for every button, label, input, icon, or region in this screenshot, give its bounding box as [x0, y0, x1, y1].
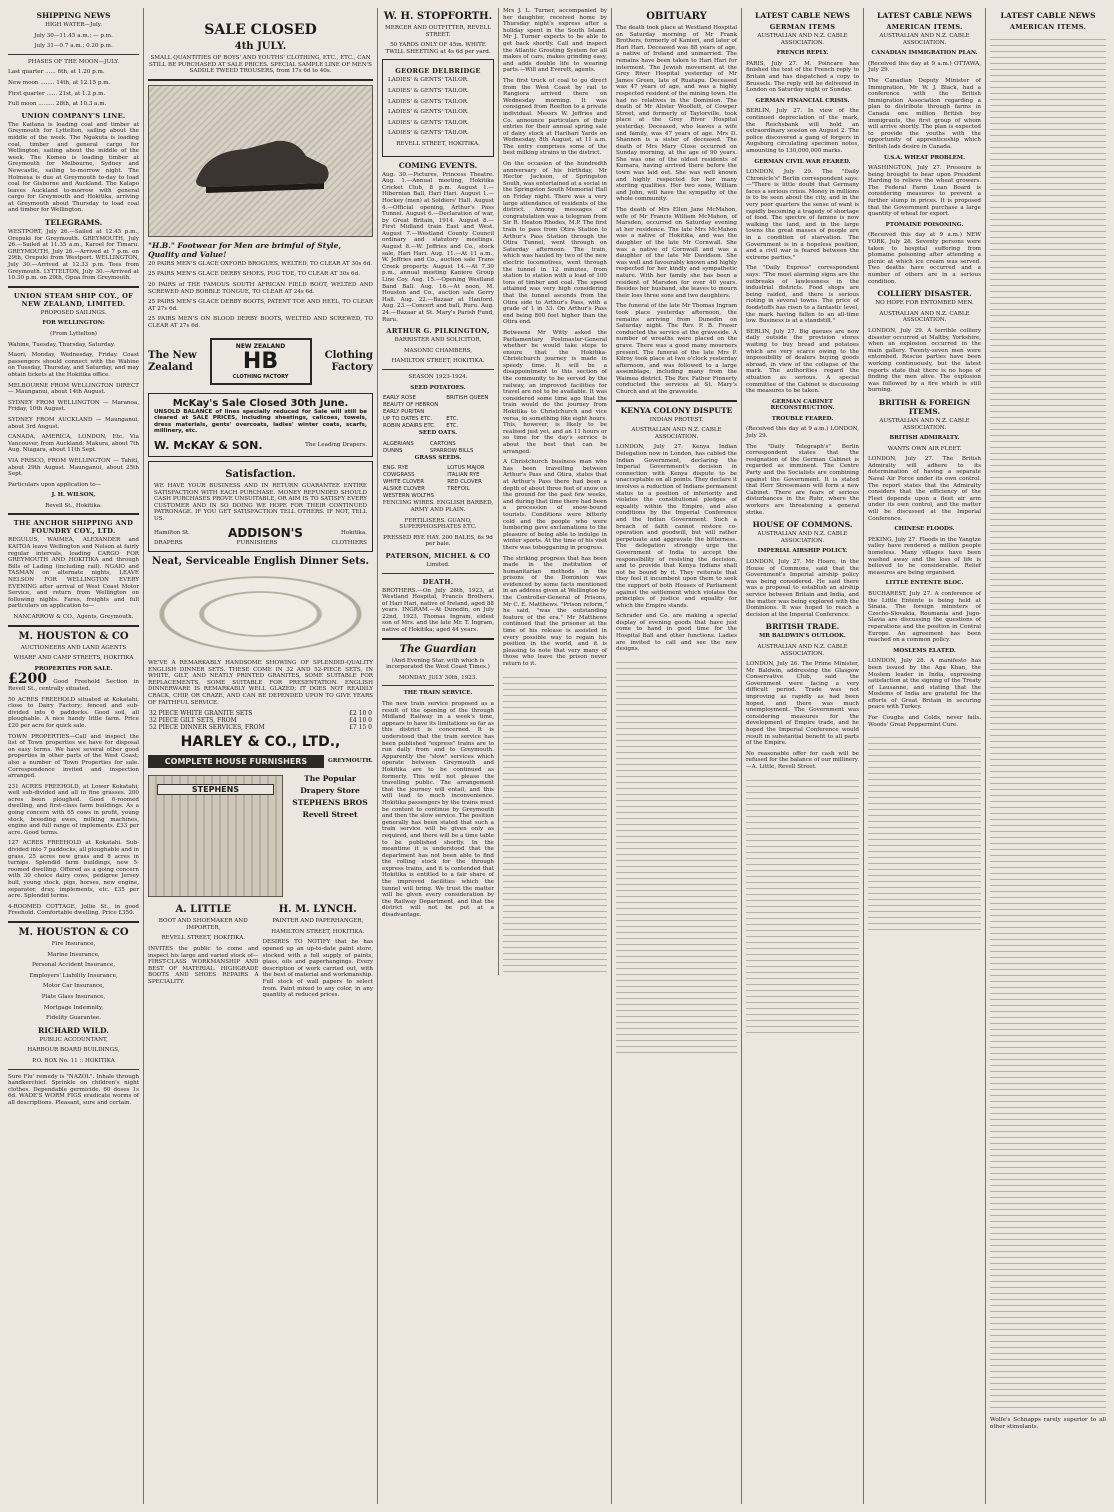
kenya-heading: KENYA COLONY DISPUTE: [620, 405, 733, 415]
text-lines: [503, 672, 607, 972]
property-127: 127 ACRES FREEHOLD at Kokatahi. Sub-divided into 7 paddocks, all ploughable and in grass. 25 acres new grass and 8 acres in turnips. Splendid farm buildings, new 5-roomed dwelling. Offered as a going concern with 30 choice dairy cows, pedigree Jersey bull, young stock, pigs, horses, new engine, separator, dray, implements, etc. £35 per acre. Splendid terms.: [8, 840, 139, 900]
sale-closed-heading: SALE CLOSED: [204, 22, 317, 38]
little-body: INVITES the public to come and inspect his large and varied stock of— FIRST-CLASS WORKMANSHIP AND BEST OF MATERIAL. HIGHGRADE BOOTS AND SHOES REPAIRS A SPECIALITY.: [148, 946, 259, 985]
cabinet-title: GERMAN CABINET RECONSTRUCTION.: [770, 398, 835, 412]
sale-date: 4th JULY.: [234, 41, 287, 52]
local-news: The first truck of coal to go direct from the West Coast by rail to Rangiora arrived there on Wednesday morning. It was consigned from Reefton to a private individual. Messrs W. Jeffries and Co. announce particulars of their entries for their annual spring sale of dairy stock at Harihari Yards on Wednesday, 8th August, at 11 a.m. The entry comprises some of the best milking strains in the district.: [503, 77, 607, 157]
moon-heading: PHASES OF THE MOON—JULY.: [27, 58, 120, 65]
divider: [8, 625, 139, 627]
table-row: [148, 724, 373, 731]
addison-trade: DRAPERS: [154, 540, 183, 547]
local-news: On the occasion of the hundredth anniversary of his birthday, Mr Hector Jackson, of Springston South, was entertained at a social in the Springston South Memorial Hall on Friday night. There was a very large attendance of residents of the district. Among messages of congratulation was a telegram from Sir R. Heaton Rhodes, M.P. The first train to pass from Otira Station to Arthur's Pass Station through the Otira Tunnel, went through on Saturday afternoon. The train, which was hauled by two of the new electric locomotives, went through the tunnel in 12 minutes, from station to station with a load of 100 tons of timber and coal. The speed attained was very high considering that the tunnel ascends from the Otira side to Arthur's Pass, with a grade of 1 in 33. On Arthur's Pass end being 800 feet higher than the Otira end.: [503, 161, 607, 326]
dinner-price: £7 15 0: [349, 724, 372, 732]
satisfaction-body: WE HAVE YOUR BUSINESS AND IN RETURN GUARANTEE ENTIRE SATISFACTION WITH EACH PURCHASE. MONEY REFUNDED SHOULD CASH PURCHASES PROVE UNSUITABLE, OR AIM IS TO SATISFY EVERY CUSTOMER AND IN SO DOING WE HOPE FOR THEIR CONTINUED PATRONAGE. IF YOU GET SATISFACTION TELL OTHERS. IF NOT, TELL US.: [154, 482, 367, 522]
dinner-price-table: [148, 710, 373, 731]
stephens-store: Drapery Store: [300, 786, 360, 796]
potato-variety: ETC.: [446, 423, 459, 430]
union-heading: UNION COMPANY'S LINE.: [21, 111, 126, 120]
stopforth-name: W. H. STOPFORTH.: [383, 11, 493, 22]
oat-variety: CARTONS: [429, 440, 456, 447]
obituary-body: The funeral of the late Mr Thomas Ingram took place yesterday afternoon, the remains arriving from Dunedin on Saturday night. The Rev. P. B. Fraser conducted the service at the graveside. A number of wreaths were placed on the grave. There was a good many mourners present. The funeral of the late Mrs P. Kilroy took place at two o'clock yesterday afternoon, and was followed to a large assemblage, including many from the Waimea district. The Rev. Father Finnerty conducted the services at St. Mary's Church and at the graveside.: [616, 303, 737, 396]
satisfaction-title: Satisfaction.: [225, 468, 296, 480]
uss-heading: UNION STEAM SHIP COY., OF NEW ZEALAND, LIMITED.: [13, 291, 134, 308]
text-lines: [990, 34, 1106, 1414]
ptomaine-body: (Received this day at 9 a.m.) NEW YORK, July 28. Seventy persons were taken to hospital suffering from ptomaine poisoning after attending a picnic at which ice cream was served. Two deaths have occurred and a number of others are in a serious condition.: [868, 232, 981, 285]
lynch-body: DESIRES TO NOTIFY that he has opened up an up-to-date paint store, stocked with a full supply of paints, glass, oils and paperhangings. Every description of work carried out, with the best of material and workmanship. Full stock of wall papers to select from. Paint mixed to any color, in any quantity at reduced prices.: [262, 939, 373, 999]
baldwin-assoc: AUSTRALIAN AND N.Z. CABLE ASSOCIATION.: [757, 643, 848, 657]
cable-heading: LATEST CABLE NEWS: [877, 11, 972, 20]
route-line: CANADA, AMERICA, LONDON, Etc. Via Vancouver, from Auckland: Makura, about 7th Aug. Niagara, about 11th Sept.: [8, 434, 139, 454]
chinese-title: CHINESE FLOODS.: [894, 526, 955, 533]
grass-variety: WHITE CLOVER: [383, 479, 424, 486]
commons-assoc: AUSTRALIAN AND N.Z. CABLE ASSOCIATION.: [757, 531, 848, 544]
delbridge-addr: REVELL STREET, HOKITIKA.: [396, 140, 480, 147]
stephens-popular: The Popular: [304, 774, 356, 784]
death-body: BROTHERS.—On July 26th, 1923, at Westland Hospital, Francis Brothers, of Hari Hari, native of Ireland, aged 88 years. INGRAM.—At Dunedin, on July 22nd, 1923, Thomas Ingram, eldest son of Mrs. and the late Mr. T. Ingram, native of Hokitika; aged 44 years.: [382, 587, 494, 634]
hb-logo: [210, 338, 312, 385]
potato-variety: UP TO DATES ETC.: [383, 416, 433, 423]
moon-line: Last quarter ...... 6th, at 1.20 p.m.: [8, 69, 105, 76]
delbridge-name: GEORGE DELBRIDGE: [395, 67, 481, 76]
dinner-item: 52 PIECE DINNER SERVICES, FROM: [149, 724, 265, 732]
grass-seeds: GRASS SEEDS.: [414, 454, 462, 461]
local-news: Mrs J. L. Turner, accompanied by her daughter, received home by Thursday night's express after a holiday spent in the South Island. Mr J. Turner expects to be able to get back shortly. Call and inspect the Atlantic Grouting System for all makes of cars, makes grinding easy, and adds double life to wearing parts.—Will and Everett, agents.: [503, 8, 607, 74]
potato-variety: [445, 409, 494, 416]
column-cable-american: [864, 8, 986, 1504]
moon-line: First quarter ...... 21st, at 1.2 p.m.: [8, 90, 106, 97]
admiralty-title: BRITISH ADMIRALTY.: [889, 435, 960, 442]
colliery-heading: COLLIERY DISASTER.: [877, 289, 972, 299]
wild-role: PUBLIC ACCOUNTANT,: [39, 1036, 108, 1043]
anchor-body: REGULUS, WAIMEA, ALEXANDER and KAITOA leave Wellington and Nelson at fairly regular intervals, loading CARGO FOR GREYMOUTH AND HOKITIKA and through Bills of Lading (including rail). NGAIO and TASMAN on alternate nights, LEAVE NELSON FOR WELLINGTON EVERY EVENING after arrival of West Coast Motor Service, and return from Wellington on following nights. Fares, freights and full particulars on application to—: [8, 537, 139, 610]
harley-tag: COMPLETE HOUSE FURNISHERS: [148, 755, 324, 768]
trouble-date: (Received this day at 9 a.m.) LONDON, July 29.: [746, 426, 859, 440]
grass-variety: ITALIAN RYE: [447, 472, 480, 479]
tide-line: July 30—11.45 a.m.; — p.m.: [34, 32, 113, 39]
coming-body: Aug. 30.—Pictures, Princess Theatre. Aug. 1.—Annual meeting, Hokitika Cricket Club, 8 p.m. August 1.—Hibernian Ball, Hari Hari. August 1.—Hockey (men) at Soldiers' Hall. August 4.—Official opening, Arthur's Pass Tunnel. August 6.—Declaration of war, by Great Britain, 1914. August 8.—First Midland train East and West. August 7.—Westland County Council ordinary and statutory meetings. August 8.—W. Jeffries and Co., stock sale, Hari Hari. Aug. 11.—At 11 a.m., W. Jeffries and Co., auction sale Trans Creek property. August 14.—At 7.30 p.m., annual meeting Kaniere Group Line Coy. Aug. 15.—Opening Westland Band Ball. Aug. 16.—At noon, M. Houston and Co., auction sale Gerry Hall. Aug. 22.—Bazaar at Hanford. Aug. 23.—Concert and ball, Ruru. Aug. 24.—Bazaar at St. Mary's Parish Fund, Ruru.: [382, 171, 494, 323]
union-body: The Kaitana is loading coal and timber at Greymouth for Lyttelton, sailing about the middle of the week. The Ngakuta is loading coal, timber and general cargo for Wellington, sailing about the middle of the week. The Komeo is loading timber at Greymouth for Melbourne, Sydney and Newcastle, sailing to-morrow night. The Holmesa is due at Greymouth to-day to load coal for Gisborne and Auckland. The Kalapo leaves Auckland to-morrow with general cargo for Greymouth and Hokitika, arriving at Greymouth about Thursday to load coal and timber for Wellington.: [8, 121, 139, 214]
gcw-body: The "Daily Express" correspondent says: "The most alarming signs are the outbreaks of lawlessness in the industrial districts. Food shops are being raided, and there is serious rioting in several towns. The price of foodstuffs has risen to a fantastic level, the mark having fallen to an all-time low. Business is at a standstill.": [746, 265, 859, 325]
local-news: Betweens Mr Witty asked the Parliamentary Postmaster-General whether he would take steps to ensure that the Hokitika-Christchurch journey is made in speedy time. It will be a disappointment to this section of the community to be served by the railway, an improved facilities for travel are not to be available. It was considered some time ago that the train would do the journey from Hokitika to Christchurch and vice versa, in something like eight hours. This, however, is likely to be realised just yet, and an 11 hours or so time for the day's service is about the best that can be arranged.: [503, 329, 607, 455]
addison-place: Hamilton St.: [154, 530, 190, 537]
oats-table: [382, 441, 494, 455]
baldwin-title: MR BALDWIN'S OUTLOOK.: [759, 633, 846, 640]
potato-variety: [445, 402, 494, 409]
col6-end: For Coughs and Colds, never fails. Woods' Great Peppermint Cure.: [868, 715, 981, 728]
agent-name: J. H. WILSON,: [51, 492, 96, 499]
divider: [8, 1069, 139, 1070]
pilkington-name: ARTHUR G. PILKINGTON,: [386, 327, 490, 336]
divider: [148, 79, 373, 81]
trouble-title: TROUBLE FEARED.: [771, 415, 834, 422]
mckay-ad: [148, 393, 373, 457]
wheat-body: WASHINGTON, July 27. Pressure is being brought to bear upon President Harding to relieve the wheat growers. The Federal Farm Loan Board is considering measures to prevent a further slump in prices. It is proposed that the Government purchase a large quantity of wheat for export.: [868, 165, 981, 218]
wild-addr: HARBOUR BOARD BUILDINGS,: [27, 1047, 120, 1054]
shoe-icon: [186, 121, 336, 201]
obituary-heading: OBITUARY: [646, 11, 707, 22]
divider: [8, 513, 139, 515]
mckay-body: UNSOLD BALANCE of lines specially reduced for Sale will still be cleared at SALE PRICES, including sheetings, calicoes, towels, dress materials, gents' overcoats, ladies' winter coats, scarfs, millinery, etc.: [154, 408, 367, 435]
divider: [8, 54, 139, 55]
uss-sub: PROPOSED SAILINGS.: [40, 309, 107, 316]
little-addr: REVELL STREET, HOKITIKA.: [161, 935, 246, 942]
divider: [8, 921, 139, 923]
addison-trade: FURNISHERS: [236, 540, 278, 547]
oat-variety: DUNNS: [383, 447, 403, 454]
hb-logo-top: NEW ZEALAND: [235, 342, 286, 350]
berlin-body: BERLIN, July 27. Big queues are now daily outside the provision stores waiting to buy bread and potatoes which are very scarce owing to the impossibility of dealers buying goods abroad, in view of the collapse of the mark. The authorities regard the situation as serious. A special committee of the Cabinet is discussing the measures to be taken.: [746, 328, 859, 395]
insurance-line: Marine Insurance,: [47, 951, 100, 958]
property-town: TOWN PROPERTIES—Call and inspect the list of Town properties we have for disposal on easy terms. We have several other good properties in other parts of the West Coast; also a number of Town Properties for sale. Correspondence invited and inspection arranged.: [8, 733, 139, 780]
hb-ad-title: "H.B." Footwear for Men are brimful of Style, Quality and Value!: [148, 240, 342, 259]
insurance-line: Fire Insurance,: [51, 940, 96, 947]
grass-variety: ENG. RYE: [383, 465, 409, 472]
col7-end: Wolfe's Schnapps rarely superior to all other stimulants.: [990, 1417, 1106, 1430]
british-heading: BRITISH TRADE.: [765, 622, 840, 632]
little-role: BOOT AND SHOEMAKER AND IMPORTER,: [158, 918, 248, 931]
grass-variety: [446, 493, 494, 500]
chinese-body: PEKING, July 27. Floods in the Yangtze valley have rendered a million people homeless. Many villages have been washed away and the loss of life is believed to be considerable. Relief measures are being organised.: [868, 536, 981, 576]
dinner-item: 32 PIECE GILT SETS, FROM: [149, 717, 237, 725]
addison-name: ADDISON'S: [228, 526, 303, 541]
stephens-name: STEPHENS BROS: [292, 798, 368, 808]
cable-subheading: AMERICAN ITEMS.: [886, 23, 963, 31]
delbridge-ad: [382, 59, 494, 156]
potato-variety: BRITISH QUEEN: [446, 395, 489, 402]
admiralty-body: LONDON, July 27. The British Admiralty will adhere to its determination of having a separate Naval Air Force under its own control. The report states that the Admiralty considers that the efficiency of the Fleet depends upon a fleet air arm under its own control, and the matter will be discussed at the Imperial Conference.: [868, 456, 981, 522]
delbridge-line: LADIES' & GENTS' TAILOR.: [388, 98, 469, 105]
potato-variety: EARLY PURITAN: [383, 409, 425, 416]
sale-body: SMALL QUANTITIES OF BOYS' AND YOUTHS' CLOTHING, ETC., ETC., CAN STILL BE PURCHASED AT SALE PRICES. SPECIAL SAMPLE LINE OF MEN'S SADDLE TWEED TROUSERS, from 17s 6d to 40s.: [149, 55, 372, 75]
potato-table: [382, 395, 494, 430]
gfc-title: GERMAN FINANCIAL CRISIS.: [755, 97, 850, 104]
guardian-sub: (And Evening Star, with which is incorporated the West Coast Times.): [386, 657, 490, 671]
column-local: [378, 8, 612, 1504]
cable-heading: LATEST CABLE NEWS: [755, 11, 850, 20]
oat-variety: SPARROW BILLS: [429, 447, 474, 454]
airship-body: LONDON, July 27. Mr Hoare, in the House of Commons, said that the Government's Imperial airship policy was being considered. He said there was a proposal to establish an airship service between Britain and India, and the matter was being explored with the Dominions. It was hoped to reach a decision at the Imperial Conference.: [746, 558, 859, 618]
insurance-line: Employers' Liability Insurance,: [29, 972, 118, 979]
mckay-tag: The Leading Drapers.: [305, 442, 367, 449]
dinner-body: WE'VE A REMARKABLY HANDSOME SHOWING OF SPLENDID-QUALITY ENGLISH DINNER SETS. THESE COME IN 32 AND 52-PIECE SETS, IN WHITE, GILT, AND NEATLY PRINTED GRANITES, SOME SUITABLE FOR REPLACEMENTS, SOME SUITABLE FOR PRESENTATION. ENGLISH DINNERWARE IS REMARKABLY WELL GLAZED; IT DOES NOT READILY CRACK, CHIP, OR CRAZE, AND CAN BE DEPENDED UPON TO GIVE YEARS OF FAITHFUL SERVICE.: [148, 660, 373, 706]
canadian-body: The Canadian Deputy Minister of Immigration, Mr W. J. Black, had a conference with the British Immigration Association regarding a plan to distribute through farms in Canada one million British boy immigrants, the first group of whom will arrive shortly. The plan is expected to provide the youths with the opportunity of apprenticeship which British lads desire in Canada.: [868, 77, 981, 150]
gfc-body: BERLIN, July 27. In view of the continued depreciation of the mark, the Reichsbank will hold an extraordinary session on August 2. The police discovered a gang of forgers in Augsburg circulating specimen notes, amounting to 130,000,000 marks.: [746, 108, 859, 154]
kenya-assoc: AUSTRALIAN AND N.Z. CABLE ASSOCIATION.: [631, 427, 722, 440]
hb-logo-letters: HB: [242, 348, 279, 374]
property-200-text: Good Freehold Section in Revell St., centrally situated.: [8, 679, 139, 692]
route-line: VIA FRISCO, FROM WELLINGTON — Tahiti, about 29th August. Maunganui, about 25th Sept.: [8, 457, 139, 478]
route-line: SYDNEY FROM WELLINGTON — Maranoa, Friday, 10th August.: [8, 399, 139, 413]
stopforth-role: MERCER AND OUTFITTER, REVELL STREET.: [385, 25, 491, 38]
divider: [8, 286, 139, 288]
grass-table: [382, 465, 494, 500]
paterson-ltd: Limited.: [426, 561, 450, 568]
cable-assoc: AUSTRALIAN AND N.Z. CABLE ASSOCIATION.: [757, 33, 848, 46]
route-line: SYDNEY FROM AUCKLAND — Maunganui, about 3rd August.: [8, 416, 139, 430]
ptomaine-title: PTOMAINE POISONING.: [885, 221, 964, 228]
nazol-notice: Sure Flu' remedy is "NAZOL". Inhale through handkerchief. Sprinkle on children's night clothes. Dependable germicide. 60 doses 1s 6d. WADE'S WORM FIGS eradicate worms of all descriptions. Pleasant, sure and certain.: [8, 1073, 139, 1106]
bfi-assoc: AUSTRALIAN AND N.Z. CABLE ASSOCIATION.: [879, 417, 970, 431]
hb-item: 25 PAIRS MEN'S ON BLOOD DERBY BOOTS, WELTED AND SCREWED, TO CLEAR AT 27s 6d.: [148, 316, 373, 329]
agent-place: Revell St., Hokitika.: [45, 502, 102, 509]
french-reply-body: PARIS, July 27. M. Poincare has finished the text of the French reply to Britain and has dispatched a copy to Brussels. The reply will be delivered in London on Saturday night or Sunday.: [746, 60, 859, 94]
gcw-title: GERMAN CIVIL WAR FEARED.: [754, 158, 851, 165]
lynch-addr: HAMILTON STREET, HOKITIKA.: [271, 928, 365, 935]
moon-line: Full moon ......... 28th, at 10.3 a.m.: [8, 101, 107, 108]
cable-assoc: AUSTRALIAN AND N.Z. CABLE ASSOCIATION.: [879, 33, 970, 46]
moon-line: New moon ........ 14th, at 12.15 p.m.: [8, 79, 111, 86]
admiralty-sub: WANTS OWN AIR FLEET.: [887, 445, 962, 452]
harley-name: HARLEY & CO., LTD.,: [180, 734, 341, 751]
pilkington-addr: MASONIC CHAMBERS,: [403, 347, 473, 354]
dinner-title: Neat, Serviceable English Dinner Sets.: [152, 556, 369, 568]
local-news: The striking progress that has been made in the institution of humanitarian methods in the prisons of the Dominion was evidenced by some facts mentioned in an address given at Wellington by the Controller-General of Prisons, Mr C. E. Matthews. "Prison reform," he said, "was the outstanding feature of the era." Mr Matthews continued that the prisoner at the time of his release is assisted in every possible way to regain his position in the world, and it is pleasing to note that very many of those who leave the prison never return to it.: [503, 555, 607, 667]
french-reply-title: FRENCH REPLY.: [776, 50, 829, 57]
moslems-title: MOSLEMS ELATED.: [893, 647, 956, 654]
satisfaction-ad: [148, 461, 373, 552]
colliery-body: LONDON, July 29. A terrible colliery disaster occurred at Maltby, Yorkshire, when an explosion occurred in the main gallery. Twenty-seven men were entombed. Rescue parties have been working continuously, but the latest reports state that there is no hope of finding the men alive. The explosion was followed by a fire which is still burning.: [868, 327, 981, 394]
addison-town: Hokitika.: [341, 530, 367, 537]
houston-addr: WHARF AND CAMP STREETS, HOKITIKA: [13, 655, 134, 662]
canadian-date: (Received this day at 9 a.m.) OTTAWA, July 29.: [868, 60, 981, 74]
fertilisers: FERTILISERS. GUANO, SUPERPHOSPHATES ETC.: [399, 517, 477, 531]
wild-po: P.O. BOX No. 11 :: HOKITIKA: [32, 1057, 115, 1064]
pilkington-town: HAMILTON STREET, HOKITIKA.: [391, 358, 485, 365]
houston-props: PROPERTIES FOR SALE.: [34, 665, 113, 672]
insurance-line: Plate Glass Insurance,: [41, 993, 106, 1000]
grass-variety: LOTUS MAJOR: [447, 465, 485, 472]
uss-days: Wahine, Tuesday, Thursday, Saturday.: [8, 341, 116, 348]
kenya-sub: INDIAN PROTEST.: [649, 416, 704, 423]
commons-heading: HOUSE OF COMMONS.: [752, 520, 853, 530]
houston-heading: M. HOUSTON & CO: [18, 630, 129, 642]
text-lines: [868, 732, 981, 932]
grass-variety: ALSIKE CLOVER: [383, 486, 425, 493]
cable-subheading: AMERICAN ITEMS.: [1009, 23, 1087, 31]
column-ads: [144, 8, 378, 1504]
potato-variety: EARLY ROSE: [383, 395, 416, 402]
little-name: A. LITTLE: [175, 904, 232, 916]
price-200: £200: [8, 671, 47, 688]
particulars: Particulars upon application to—: [8, 481, 102, 488]
potato-variety: ROBIN ADAIRS ETC.: [383, 423, 436, 430]
guardian-date: MONDAY, JULY 30th, 1923.: [398, 674, 478, 681]
table-row: [148, 710, 373, 717]
stephens-store-illustration: [148, 775, 283, 897]
grass-variety: TREFOIL: [447, 486, 470, 493]
obituary-body: The death of Mrs Ellen Jane McMahon, wife of Mr Francis William McMahon, of Marsden, occurred on Saturday evening at her residence. The late Mrs McMahon was a native of Hokitika, and was the daughter of the late Mr Cornwall. She was a native of Cornwall and was a daughter of the late Mr Davidson. She was well and favourably known and highly respected for her kindly and sympathetic nature. With her family she has been a resident of Marsden for over 40 years. Besides her husband, she leaves to mourn their loss three sons and two daughters.: [616, 207, 737, 299]
delbridge-line: LADIES' & GENTS' TAILOR.: [388, 87, 469, 94]
mckay-name: W. McKAY & SON.: [154, 438, 263, 452]
local-news: A Christchurch business man who has been travelling between Arthur's Pass and Otira, states that at Arthur's Pass there had been a depth of about three feet of snow on the ground for the past few weeks, and during that time there had been a procession of snow-bound tourists. Conditions were bitterly cold and the people who were lumbering gave exclamations to the pleasure of being able to indulge in winter sports. At the time of his visit there was tobogganing in progress.: [503, 459, 607, 551]
column-obituary: [612, 8, 742, 1504]
property-4room: 4-ROOMED COTTAGE, Jollie St., in good Freehold. Comfortable dwelling. Price £350.: [8, 903, 139, 917]
uss-for: FOR WELLINGTON:: [42, 320, 105, 327]
trouble-body: The "Daily Telegraph's" Berlin correspondent states that the resignation of the German Cabinet is regarded as imminent. The Centre Party and the Socialists are combining against the Government. It is stated that Herr Stresemann will form a new Cabinet. There are fears of serious disturbances in the Ruhr, where the workers are threatening a general strike.: [746, 443, 859, 516]
hb-item: 25 PAIRS MEN'S GLACE DERBY BOOTS, PATENT TOE AND HEEL, TO CLEAR AT 27s 6d.: [148, 299, 373, 312]
airship-title: IMPERIAL AIRSHIP POLICY.: [757, 548, 848, 555]
property-50: 50 ACRES FREEHOLD situated at Kokatahi, close to Dairy Factory; fenced and sub-divided into 6 paddocks. Good soil, all ploughable. A nice handy little farm. Price £20 per acre for quick sale.: [8, 696, 139, 729]
paterson-name: PATERSON, MICHEL & CO: [385, 551, 491, 560]
houston2-heading: M. HOUSTON & CO: [18, 926, 129, 938]
stephens-street: Revell Street: [302, 810, 358, 820]
seed-potatoes: SEED POTATOES.: [410, 384, 466, 391]
hb-item: 25 PAIRS MEN'S GLACE DERBY SHOES, PUG TOE, TO CLEAR AT 30s 6d.: [148, 271, 360, 278]
wheat-title: U.S.A. WHEAT PROBLEM.: [883, 154, 966, 161]
shoe-illustration: [148, 85, 373, 237]
telegrams-body: WESTPORT, July 26.—Sailed at 12.45 p.m., Orepuki for Greymouth. GREYMOUTH, July 26.—Sailed at 11.35 a.m., Karoel for Timaru. GREYMOUTH, July 26.—Arrived at 7 p.m. on 29th, Orepuki from Westport. WELLINGTON, July 30.—Arrived at 12.33 p.m. Tees from Greymouth. LYTTELTON, July 30.—Arrived at 10.30 p.m. on 29th, Opua from Greymouth.: [8, 229, 139, 282]
insurance-line: Personal Accident Insurance,: [32, 962, 115, 969]
uss-body: Maori, Monday, Wednesday, Friday. Coast passengers should connect with the Wahine on Tuesday, Thursday, and Saturday, and may obtain tickets at the Hokitika office.: [8, 352, 139, 378]
coming-heading: COMING EVENTS.: [398, 160, 478, 170]
entente-title: LITTLE ENTENTE BLOC.: [885, 580, 964, 587]
stopforth-yards: 50 YARDS ONLY OF 45in. WHITE TWILL SHEETING at 4s 6d per yard.: [385, 42, 491, 55]
death-heading: DEATH.: [422, 577, 454, 586]
hb-right-text: Clothing Factory: [324, 349, 373, 373]
seed-oats: SEED OATS.: [418, 430, 458, 437]
mckay-title: McKay's Sale Closed 30th June.: [172, 397, 349, 409]
editorial-body: The new train service proposed as a result of the opening of the through Midland Railway in a week's time, appears to have its limitations so far as this district is concerned. It is understood that the train service has been published "express" trains are to run daily from and to Greymouth. Apparently the "slow" services which operate between Greymouth and Hokitika are to be continued as formerly. This will not please the travelling public. The arrangement that the journey will entail, and this will lead to much inconvenience. Hokitika passengers by the trains must be content to continue by Greymouth and then the slow service. The position generally has been stated that such a train service will be given only as required, and there will be a time table to be published shortly. In the meantime it is understood that the department has not been able to find the rolling stock for the through express trains, and it is contended that Hokitika is entitled to a fair share of the improved facilities which the tunnel will bring. We trust the matter will be given every consideration by the Railway Department, and that the district will not be put at a disadvantage.: [382, 701, 494, 919]
insurance-line: Mortgage Indemnity,: [43, 1004, 104, 1011]
delbridge-line: LADIES' & GENTS' TAILOR.: [388, 119, 469, 126]
stephens-sign: STEPHENS: [157, 784, 274, 795]
table-row: [148, 717, 373, 724]
delbridge-line: LADIES' & GENTS' TAILOR.: [388, 130, 469, 137]
grass-variety: COWGRASS: [383, 472, 415, 479]
route-line: MELBOURNE FROM WELLINGTON DIRECT — Maunganui, about 14th August.: [8, 382, 139, 396]
tide-line: HIGH WATER—July.: [45, 22, 102, 28]
tide-line: July 31—0.7 a.m.; 0.20 p.m.: [34, 43, 113, 50]
fencing: FENCING WIRES. ENGLISH BARBED, ARMY AND PLAIN.: [382, 500, 494, 513]
lynch-role: PAINTER AND PAPERHANGER,: [272, 918, 364, 925]
shipping-heading: SHIPPING NEWS: [36, 11, 111, 20]
harley-town: GREYMOUTH.: [327, 758, 373, 765]
hb-item: 20 PAIRS of THE FAMOUS SOUTH AFRICAN FIELD BOOT, WELTED AND SCREWED AND BOBBLE TONGUE, TO CLEAR AT 24s 6d.: [148, 281, 373, 295]
anchor-agent: NANCARROW & CO., Agents, Greymouth.: [13, 614, 134, 620]
grass-variety: RED CLOVER: [447, 479, 482, 486]
kenya-body: LONDON, July 27. Kenya Indian Delegation now in London, has cabled the Indian Government, declaring the Imperial Government's decision in connection with Kenya dispute to be unacceptable on all points. They declare it involves a reduction of Indians permanent status to a position of inferiority and violates the constitutional pledges of equality within the Empire, and also conditions by the Imperial Conference and the Indian Government. Such a breach of faith cannot restore co-operation and goodwill, but will rather perpetuate and aggravate the bitterness. The delegation strongly urge the Government of India to accept the responsibility of resisting the decision, and to provide that Kenya Indians shall not be bound by it. They reiterate that they feel it incumbent upon them to seek the support of both Houses of Parliament against the settlement which violates the principles of justice and equality for which the Empire stands.: [616, 444, 737, 609]
grass-variety: WESTERN WOLTHS: [383, 493, 434, 500]
dinner-price: £4 10 0: [349, 717, 372, 725]
lynch-name: H. M. LYNCH.: [278, 904, 357, 916]
addison-trade: CLOTHIERS: [331, 540, 367, 547]
entente-body: BUCHAREST, July 27. A conference of the Little Entente is being held at Sinaia. The foreign ministers of Czecho-Slovakia, Roumania and Jugo-Slavia are discussing the questions of reparations and the position in Central Europe. An agreement has been reached on a common policy.: [868, 590, 981, 644]
baldwin-body: LONDON, July 26. The Prime Minister, Mr Baldwin, addressing the Glasgow Conservative Club, said the Government were facing a very difficult period. Trade was not improving as rapidly as had been hoped, and there was much unemployment. The Government was considering measures for the development of Empire trade, and he hoped the Imperial Conference would result in substantial benefit to all parts of the Empire.: [746, 661, 859, 747]
cable-subheading: GERMAN ITEMS: [769, 23, 836, 31]
dinner-price: £2 10 0: [349, 710, 372, 718]
dinner-set-illustration: [148, 572, 373, 656]
season: SEASON 1923-1924.: [408, 373, 468, 380]
insurance-line: Fidelity Guarantee.: [46, 1015, 101, 1022]
anchor-heading: THE ANCHOR SHIPPING AND FOUNDRY COY., LTD.: [13, 519, 134, 536]
hb-item: 20 PAIRS MEN'S GLACE OXFORD BROGUES, WELTED, TO CLEAR AT 30s 6d.: [148, 260, 373, 267]
bfi-heading: BRITISH & FOREIGN ITEMS.: [878, 397, 971, 416]
colliery-sub: NO HOPE FOR ENTOMBED MEN.: [875, 300, 974, 307]
wild-name: RICHARD WILD.: [38, 1025, 109, 1035]
column-shipping: [4, 8, 144, 1504]
column-cable-extra: [986, 8, 1110, 1504]
property-200: [8, 671, 139, 692]
hb-factory-row: [148, 334, 373, 389]
colliery-assoc: AUSTRALIAN AND N.Z. CABLE ASSOCIATION.: [879, 310, 970, 324]
hb-logo-bottom: CLOTHING FACTORY: [232, 373, 289, 380]
delbridge-line: LADIES' & GENTS' TAILOR.: [388, 109, 469, 116]
text-lines: [746, 775, 859, 1035]
hb-left-text: The New Zealand: [148, 349, 197, 373]
potato-variety: BEAUTY OF HEBRON: [383, 402, 439, 409]
editorial-title: THE TRAIN SERVICE.: [403, 690, 473, 697]
canadian-title: CANADIAN IMMIGRATION PLAN.: [871, 50, 978, 57]
local-news: Schrader and Co. are making a special display of evening goods that have just come to hand in good time for the Hospital Ball and other functions. Ladies are invited to call and see the new designs.: [616, 613, 737, 653]
cable-heading: LATEST CABLE NEWS: [1000, 11, 1096, 20]
col5-end: No reasonable offer for cash will be refused for the balance of our millinery.—A. Little, Revell Street.: [746, 750, 859, 770]
uss-from: (From Lyttelton): [50, 331, 97, 337]
potato-variety: ETC.: [446, 416, 459, 423]
dinner-item: 32 PIECE WHITE GRANITE SETS: [149, 710, 253, 718]
moslems-body: LONDON, July 28. A manifesto has been issued by the Aga Khan, the Moslem leader in India, expressing satisfaction at the signing of the Treaty of Lausanne, and stating that the Moslems of India are grateful for the efforts of Great Britain in securing peace with Turkey.: [868, 658, 981, 711]
oat-variety: ALGERIANS: [383, 440, 414, 447]
gcw-body: LONDON, July 29. The "Daily Chronicle's" Berlin correspondent says:—"There is little doubt that Germany faces a serious crisis. Money in millions is to be seen about the city, and in the very poor quarters the sense of want is rapidly becoming a tragedy of shortage of food. The spectre of famine is now walking the land, and in the large towns the great masses of people are in a condition of starvation. The Government is in a hopeless position, and a civil war is feared between the extreme parties.": [746, 169, 859, 261]
delbridge-line: LADIES' & GENTS' TAILOR.: [388, 77, 469, 84]
houston-sub: AUCTIONEERS AND LAND AGENTS: [20, 644, 127, 651]
obituary-body: The death took place at Westland Hospital on Saturday morning of Mr Frank Brothers, formerly of Kanieri, and later of Hari Hari. Deceased was 88 years of age, a native of Ireland and unmarried. The remains have been taken to Hari Hari for interment. The Jewish movement at the Grey River Hospital yesterday of Mr James Green, late of Ruatapu. Deceased was 47 years of age, and was a highly respected resident of the mining town. He had no relatives in the Dominion. The death of Mr Alister Woollett, of Cowper Street, and formerly of Taylorville, took place at the Grey River Hospital yesterday. Deceased, who leaves a wife and family, was 47 years of age. Mrs D. Shannon is a sister of deceased. The death of Mrs Mary Close occurred on Sunday morning, at the age of 90 years. She was one of the oldest residents of Kumara, having arrived there before the town was laid out. She was well known and highly respected for her many sterling qualities. Her two sons, William and John, will have the sympathy of the whole community.: [616, 25, 737, 203]
guardian-masthead: The Guardian: [399, 643, 477, 655]
text-lines: [616, 657, 737, 1057]
hay: PRESSED RYE HAY. 200 BALES, 6s 9d per bale.: [383, 534, 493, 548]
telegrams-heading: TELEGRAMS.: [44, 218, 103, 228]
pilkington-role: BARRISTER AND SOLICITOR,: [394, 337, 482, 344]
insurance-line: Motor Car Insurance,: [42, 983, 105, 990]
column-cable-german: [742, 8, 864, 1504]
property-231: 231 ACRES FREEHOLD, at Lower Kokatahi; well sub-divided and all in fine grasses. 200 acres been ploughed. Good 6-roomed dwelling, and first-class farm buildings. As a going concern with 65 cows in profit, young stock, breeding ewes, milking machines, engine and full range of implements. £33 per acre. Good terms.: [8, 783, 139, 836]
